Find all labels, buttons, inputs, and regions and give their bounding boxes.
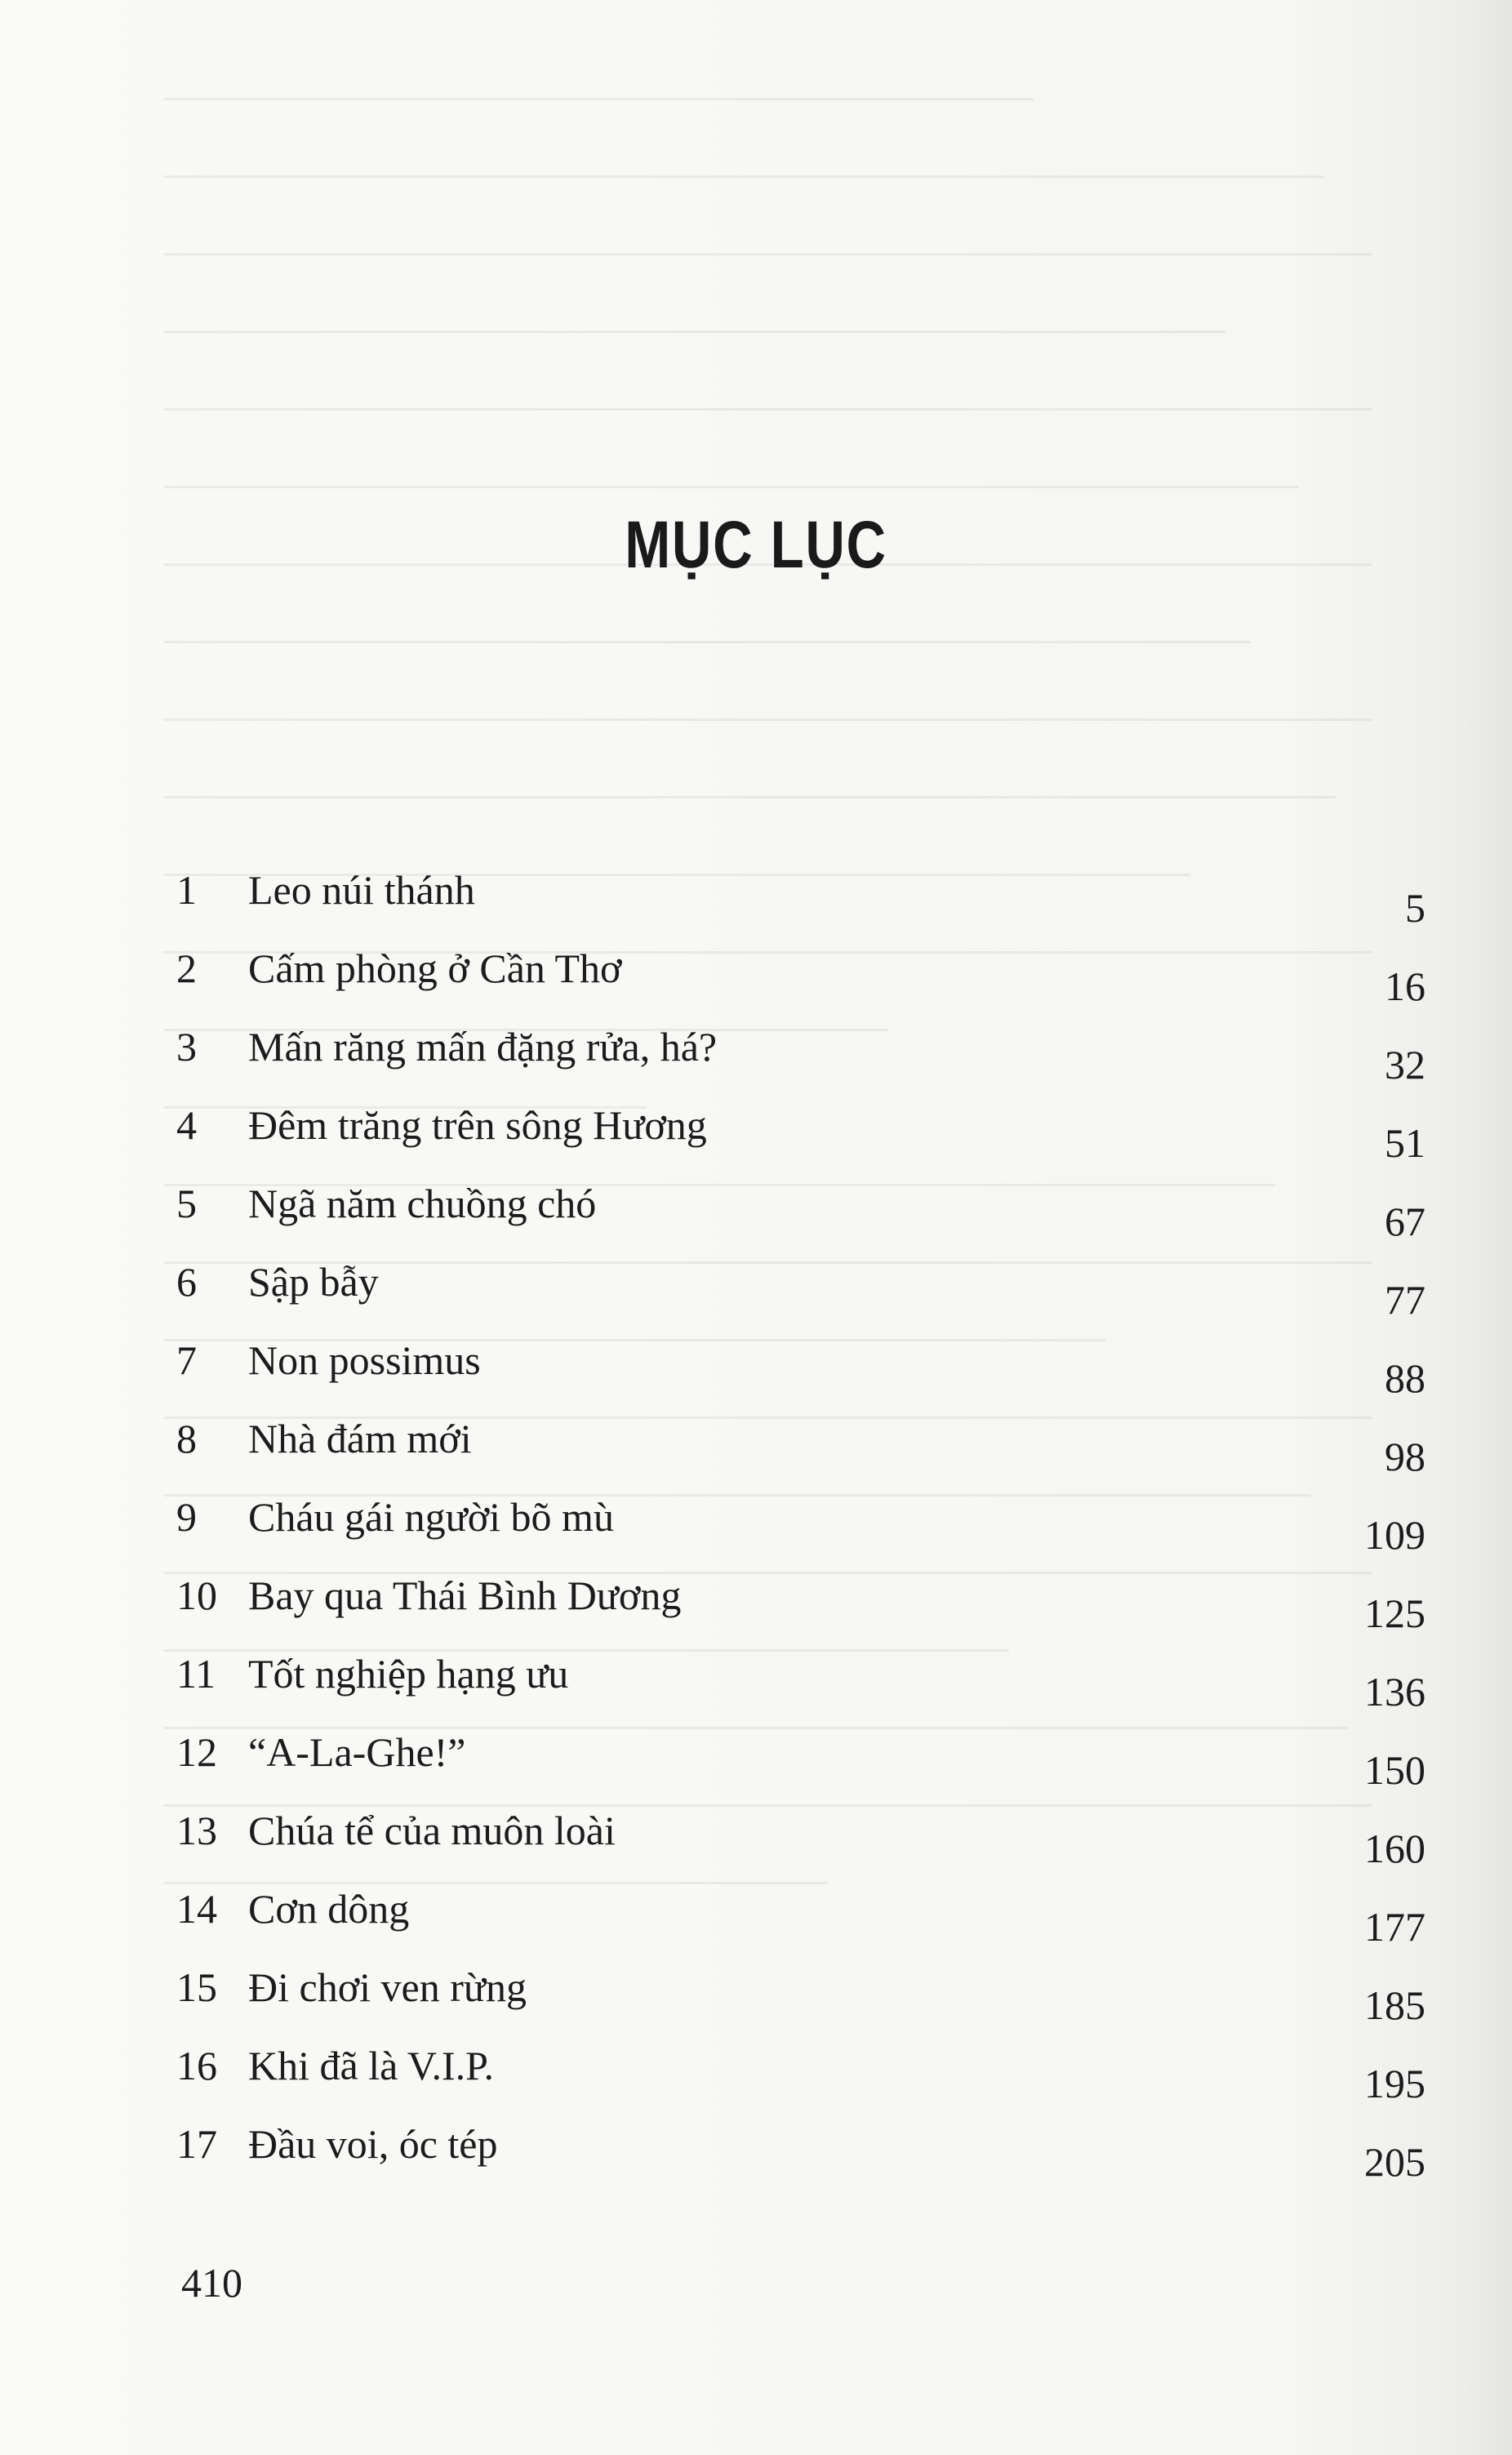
- chapter-number: 15: [176, 1964, 217, 2010]
- page-number: 67: [1385, 1199, 1425, 1244]
- chapter-number: 10: [176, 1572, 217, 1618]
- chapter-title: Cháu gái người bõ mù: [248, 1494, 614, 1540]
- page-number: 160: [1364, 1826, 1425, 1871]
- toc-entry[interactable]: [176, 857, 1425, 936]
- table-of-contents: [176, 857, 1425, 2190]
- chapter-title: Tốt nghiệp hạng ưu: [248, 1651, 569, 1697]
- page-number: 195: [1364, 2061, 1425, 2106]
- page-number: 98: [1385, 1434, 1425, 1479]
- chapter-title: Cơn dông: [248, 1886, 410, 1932]
- chapter-title: Mấn răng mấn đặng rửa, há?: [248, 1024, 718, 1070]
- toc-entry[interactable]: [176, 1406, 1425, 1484]
- page-number: 77: [1385, 1277, 1425, 1323]
- chapter-title: Non possimus: [248, 1337, 481, 1383]
- chapter-title: Ngã năm chuồng chó: [248, 1181, 597, 1226]
- chapter-title: Đi chơi ven rừng: [248, 1964, 527, 2010]
- chapter-title: “A-La-Ghe!”: [248, 1729, 466, 1775]
- toc-entry[interactable]: [176, 1955, 1425, 2033]
- page-number: 125: [1364, 1590, 1425, 1636]
- chapter-number: 2: [176, 945, 197, 991]
- toc-entry[interactable]: [176, 2111, 1425, 2190]
- chapter-title: Leo núi thánh: [248, 867, 475, 913]
- chapter-number: 11: [176, 1651, 216, 1697]
- toc-entry[interactable]: [176, 1876, 1425, 1955]
- chapter-number: 14: [176, 1886, 217, 1932]
- page-number: 32: [1385, 1042, 1425, 1087]
- page-number: 136: [1364, 1669, 1425, 1714]
- chapter-number: 7: [176, 1337, 197, 1383]
- chapter-number: 4: [176, 1102, 197, 1148]
- page-number: 5: [1405, 885, 1425, 931]
- chapter-number: 13: [176, 1808, 217, 1853]
- toc-entry[interactable]: [176, 2033, 1425, 2111]
- chapter-number: 17: [176, 2121, 217, 2167]
- page-number: 185: [1364, 1982, 1425, 2028]
- chapter-title: Sập bẫy: [248, 1259, 379, 1305]
- page-folio: 410: [181, 2260, 242, 2306]
- toc-entry[interactable]: [176, 1092, 1425, 1171]
- page-number: 51: [1385, 1120, 1425, 1166]
- chapter-title: Cấm phòng ở Cần Thơ: [248, 945, 622, 991]
- chapter-number: 3: [176, 1024, 197, 1070]
- page-number: 177: [1364, 1904, 1425, 1950]
- toc-entry[interactable]: [176, 1328, 1425, 1406]
- toc-entry[interactable]: [176, 1249, 1425, 1328]
- chapter-title: Khi đã là V.I.P.: [248, 2043, 494, 2088]
- toc-entry[interactable]: [176, 936, 1425, 1014]
- chapter-title: Đêm trăng trên sông Hương: [248, 1102, 707, 1148]
- chapter-title: Nhà đám mới: [248, 1416, 472, 1461]
- chapter-number: 12: [176, 1729, 217, 1775]
- page-number: 109: [1364, 1512, 1425, 1558]
- chapter-number: 6: [176, 1259, 197, 1305]
- toc-entry[interactable]: [176, 1563, 1425, 1641]
- chapter-title: Đầu voi, óc tép: [248, 2121, 498, 2167]
- page-number: 205: [1364, 2139, 1425, 2185]
- toc-entry[interactable]: [176, 1798, 1425, 1876]
- toc-entry[interactable]: [176, 1641, 1425, 1719]
- chapter-title: Bay qua Thái Bình Dương: [248, 1572, 682, 1618]
- toc-entry[interactable]: [176, 1484, 1425, 1563]
- chapter-number: 5: [176, 1181, 197, 1226]
- chapter-title: Chúa tể của muôn loài: [248, 1808, 616, 1853]
- page-number: 88: [1385, 1355, 1425, 1401]
- chapter-number: 16: [176, 2043, 217, 2088]
- toc-entry[interactable]: [176, 1014, 1425, 1092]
- page-number: 150: [1364, 1747, 1425, 1793]
- toc-entry[interactable]: [176, 1719, 1425, 1798]
- chapter-number: 8: [176, 1416, 197, 1461]
- toc-entry[interactable]: [176, 1171, 1425, 1249]
- chapter-number: 9: [176, 1494, 197, 1540]
- page-number: 16: [1385, 963, 1425, 1009]
- chapter-number: 1: [176, 867, 197, 913]
- page-title: MỤC LỤC: [625, 507, 887, 582]
